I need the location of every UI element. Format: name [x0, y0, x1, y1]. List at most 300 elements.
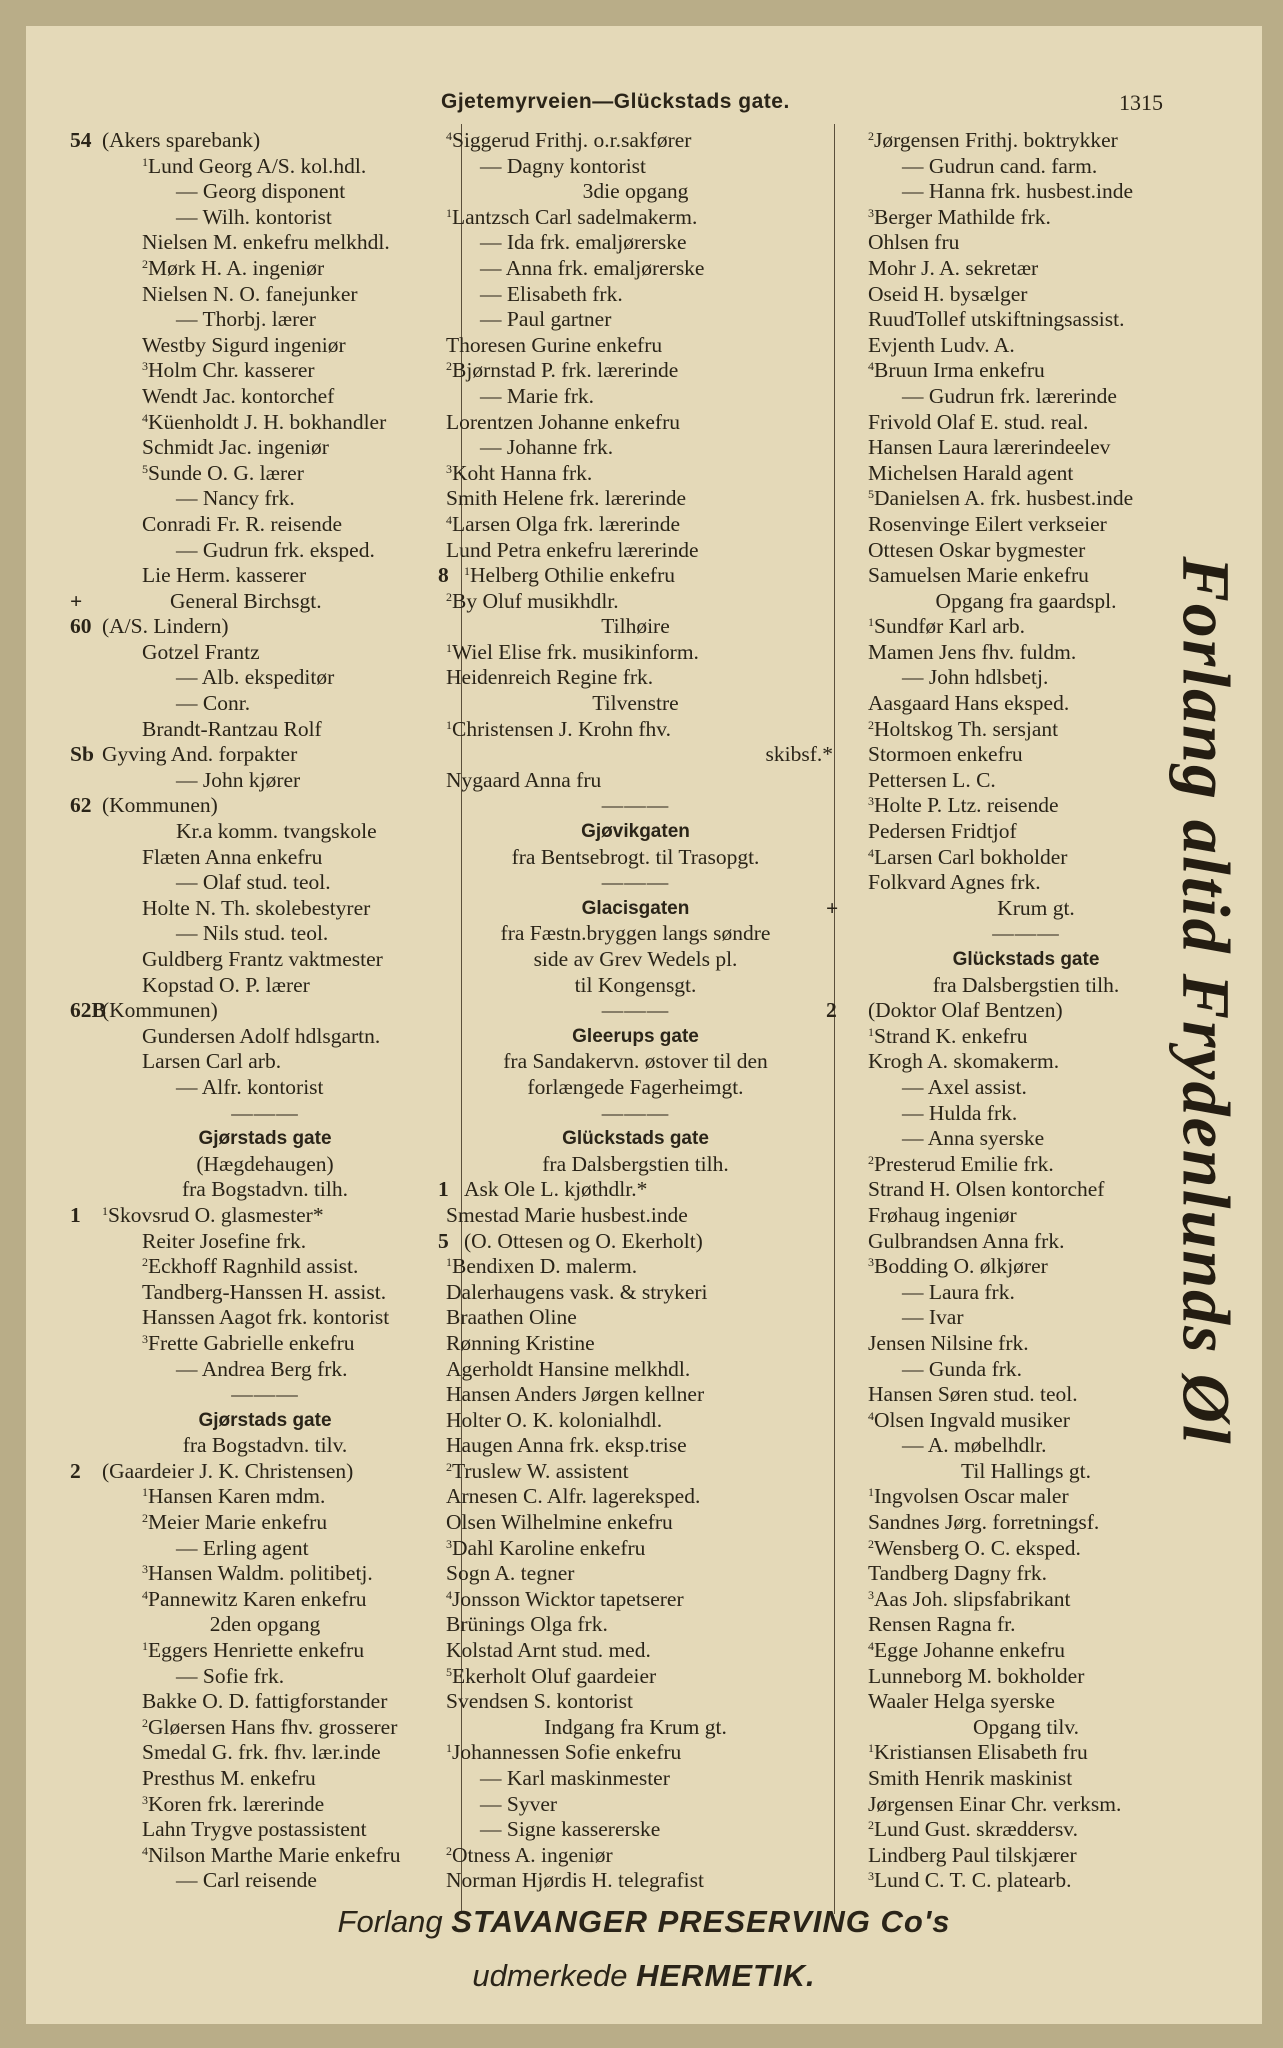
directory-entry	[438, 230, 833, 256]
directory-entry	[70, 538, 460, 564]
entry-text: skibsf.*	[765, 742, 833, 767]
entry-text: $^3$Dahl Karoline enkefru	[446, 1535, 646, 1560]
entry-text: $^2$Eckhoff Ragnhild assist.	[142, 1254, 359, 1279]
entry-text: — Hanna frk. husbest.inde	[902, 179, 1134, 204]
directory-entry	[438, 1766, 833, 1792]
entry-text: Glückstads gate	[952, 949, 1100, 970]
directory-entry	[438, 563, 833, 589]
entry-text: Smith Helene frk. lærerinde	[446, 486, 687, 511]
directory-entry	[70, 1740, 460, 1766]
entry-text: $^2$By Oluf musikhdlr.	[446, 588, 619, 613]
directory-entry	[826, 307, 1226, 333]
entry-text: Smith Henrik maskinist	[868, 1766, 1073, 1790]
house-number: +	[826, 895, 839, 920]
entry-text: Tandberg-Hanssen H. assist.	[142, 1279, 387, 1304]
directory-entry	[826, 358, 1226, 384]
section-divider	[70, 1382, 460, 1408]
entry-text: Olsen Wilhelmine enkefru	[446, 1510, 673, 1535]
entry-text: Gundersen Adolf hdlsgartn.	[142, 1023, 381, 1048]
directory-entry	[826, 154, 1226, 180]
directory-entry	[70, 1484, 460, 1510]
directory-entry	[438, 1792, 833, 1818]
entry-text: fra Dalsbergstien tilh.	[932, 972, 1120, 997]
directory-entry	[438, 1203, 833, 1229]
directory-entry	[438, 1868, 833, 1894]
entry-text: Westby Sigurd ingeniør	[142, 332, 346, 357]
directory-entry	[70, 128, 460, 154]
entry-text: $^4$Larsen Olga frk. lærerinde	[446, 511, 681, 536]
entry-text: Lie Herm. kasserer	[142, 563, 307, 588]
directory-entry	[70, 1280, 460, 1306]
entry-text: Arnesen C. Alfr. lagereksped.	[446, 1484, 701, 1509]
entry-text: — Syver	[480, 1791, 558, 1816]
directory-entry	[438, 1612, 833, 1638]
directory-entry	[70, 1177, 460, 1203]
entry-text: ———	[601, 998, 670, 1023]
entry-text: $^5$Sunde O. G. lærer	[142, 460, 304, 485]
directory-entry	[70, 1561, 460, 1587]
directory-entry	[438, 1305, 833, 1331]
entry-text: Lindberg Paul tilskjærer	[868, 1842, 1077, 1867]
entry-text: Ottesen Oskar bygmester	[868, 537, 1086, 562]
entry-text: Jensen Nilsine frk.	[868, 1330, 1029, 1355]
entry-text: $^1$Skovsrud O. glasmester*	[102, 1202, 324, 1227]
entry-text: ———	[231, 1382, 299, 1407]
directory-entry	[70, 998, 460, 1024]
entry-text: — Anna syerske	[902, 1126, 1045, 1151]
directory-entry	[826, 179, 1226, 205]
ad-product: HERMETIK.	[636, 1958, 816, 1993]
directory-entry	[826, 256, 1226, 282]
entry-text: Kopstad O. P. lærer	[142, 972, 310, 997]
directory-entry	[438, 1075, 833, 1101]
entry-text: RuudTollef utskiftningsassist.	[868, 307, 1125, 332]
directory-entry	[438, 1561, 833, 1587]
directory-entry	[438, 1843, 833, 1869]
street-heading	[70, 1126, 460, 1152]
entry-text: — Conr.	[176, 691, 251, 716]
directory-entry	[438, 691, 833, 717]
directory-entry	[438, 1587, 833, 1613]
entry-text: — Gudrun frk. eksped.	[176, 537, 375, 562]
directory-entry	[438, 665, 833, 691]
entry-text: $^3$Berger Mathilde frk.	[868, 204, 1051, 229]
directory-entry	[70, 614, 460, 640]
directory-entry	[70, 384, 460, 410]
directory-entry	[438, 282, 833, 308]
entry-text: fra Bogstadvn. tilv.	[182, 1433, 348, 1458]
entry-text: Conradi Fr. R. reisende	[142, 511, 343, 536]
directory-entry	[438, 589, 833, 615]
entry-text: Ask Ole L. kjøthdlr.*	[464, 1177, 648, 1202]
entry-text: $^4$Larsen Carl bokholder	[868, 844, 1068, 869]
directory-entry	[438, 1049, 833, 1075]
entry-text: Gotzel Frantz	[142, 639, 260, 664]
directory-entry	[70, 563, 460, 589]
entry-text: — Laura frk.	[902, 1279, 1015, 1304]
house-number: 1	[438, 1177, 449, 1202]
directory-entry	[438, 1433, 833, 1459]
entry-text: Larsen Carl arb.	[142, 1049, 282, 1074]
directory-entry	[70, 435, 460, 461]
entry-text: — Nils stud. teol.	[176, 921, 329, 946]
entry-text: $^3$Bodding O. ølkjører	[868, 1254, 1048, 1279]
directory-entry	[438, 1817, 833, 1843]
entry-text: ———	[601, 793, 670, 818]
entry-text: $^1$Hansen Karen mdm.	[142, 1484, 326, 1509]
directory-entry	[438, 742, 833, 768]
entry-text: Norman Hjørdis H. telegrafist	[446, 1868, 704, 1893]
column-2	[438, 128, 833, 1894]
directory-entry	[826, 1868, 1226, 1894]
directory-entry	[438, 205, 833, 231]
directory-entry	[70, 512, 460, 538]
entry-text: $^3$Holte P. Ltz. reisende	[868, 793, 1059, 818]
entry-text: $^2$Presterud Emilie frk.	[868, 1151, 1054, 1176]
entry-text: — John kjører	[176, 767, 301, 792]
street-heading	[438, 1126, 833, 1152]
entry-text: forlængede Fagerheimgt.	[527, 1074, 744, 1099]
directory-entry	[70, 179, 460, 205]
entry-text: $^5$Ekerholt Oluf gaardeier	[446, 1663, 657, 1688]
entry-text: — Wilh. kontorist	[176, 204, 332, 229]
entry-text: Mohr J. A. sekretær	[868, 255, 1039, 280]
directory-entry	[438, 845, 833, 871]
directory-entry	[826, 1561, 1226, 1587]
entry-text: 3die opgang	[582, 179, 689, 204]
entry-text: Waaler Helga syerske	[868, 1689, 1055, 1714]
entry-text: — Elisabeth frk.	[480, 281, 623, 306]
entry-text: (Doktor Olaf Bentzen)	[868, 998, 1063, 1023]
directory-entry	[70, 205, 460, 231]
directory-entry	[70, 921, 460, 947]
entry-text: (Kommunen)	[102, 793, 218, 818]
entry-text: ———	[601, 870, 670, 895]
directory-entry	[70, 307, 460, 333]
entry-text: Holter O. K. kolonialhdl.	[446, 1407, 663, 1432]
directory-entry	[70, 1024, 460, 1050]
entry-text: Samuelsen Marie enkefru	[868, 563, 1089, 588]
directory-entry	[70, 1459, 460, 1485]
entry-text: Smedal G. frk. fhv. lær.inde	[142, 1740, 381, 1765]
directory-entry	[70, 1664, 460, 1690]
directory-entry	[70, 1254, 460, 1280]
entry-text: — Erling agent	[176, 1535, 309, 1560]
entry-text: $^3$Hansen Waldm. politibetj.	[142, 1561, 373, 1586]
entry-text: — Andrea Berg frk.	[176, 1356, 348, 1381]
entry-text: Sandnes Jørg. forretningsf.	[868, 1510, 1100, 1535]
directory-entry	[70, 665, 460, 691]
entry-text: Braathen Oline	[446, 1305, 577, 1330]
house-number: 60	[70, 614, 92, 639]
entry-text: Haugen Anna frk. eksp.trise	[446, 1433, 687, 1458]
entry-text: — Olaf stud. teol.	[176, 870, 331, 895]
entry-text: Gjøvikgaten	[581, 821, 690, 843]
directory-entry	[438, 1331, 833, 1357]
directory-entry	[438, 307, 833, 333]
directory-entry	[70, 1357, 460, 1383]
street-heading	[438, 896, 833, 922]
entry-text: Lund Petra enkefru lærerinde	[446, 537, 699, 562]
directory-entry	[70, 1331, 460, 1357]
directory-entry	[826, 1536, 1226, 1562]
directory-entry	[826, 282, 1226, 308]
entry-text: Frøhaug ingeniør	[868, 1202, 1017, 1227]
entry-text: Ohlsen fru	[868, 230, 960, 255]
entry-text: $^1$Strand K. enkefru	[868, 1023, 1028, 1048]
directory-entry	[70, 282, 460, 308]
entry-text: $^1$Lund Georg A/S. kol.hdl.	[142, 153, 367, 178]
directory-entry	[70, 896, 460, 922]
entry-text: Bakke O. D. fattigforstander	[142, 1689, 388, 1714]
directory-entry	[70, 486, 460, 512]
house-number: +	[70, 588, 83, 613]
entry-text: fra Bentsebrogt. til Trasopgt.	[511, 844, 760, 869]
entry-text: — Axel assist.	[902, 1074, 1027, 1099]
entry-text: Stormoen enkefru	[868, 742, 1023, 767]
directory-entry	[438, 1536, 833, 1562]
directory-entry	[70, 1433, 460, 1459]
directory-entry	[70, 1843, 460, 1869]
street-heading	[438, 1024, 833, 1050]
entry-text: ———	[601, 1100, 670, 1125]
entry-text: Hansen Søren stud. teol.	[868, 1382, 1078, 1407]
directory-entry	[70, 1536, 460, 1562]
directory-entry	[438, 179, 833, 205]
section-divider	[438, 1101, 833, 1127]
entry-text: Tandberg Dagny frk.	[868, 1561, 1048, 1586]
directory-entry	[438, 947, 833, 973]
directory-entry	[438, 538, 833, 564]
directory-entry	[826, 1664, 1226, 1690]
entry-text: $^2$Truslew W. assistent	[446, 1458, 629, 1483]
entry-text: $^1$Helberg Othilie enkefru	[464, 563, 675, 588]
house-number: Sb	[70, 742, 94, 767]
entry-text: $^4$Bruun Irma enkefru	[868, 358, 1045, 383]
directory-entry	[70, 717, 460, 743]
entry-text: $^3$Aas Joh. slipsfabrikant	[868, 1586, 1071, 1611]
directory-entry	[826, 1843, 1226, 1869]
entry-text: Reiter Josefine frk.	[142, 1228, 307, 1253]
directory-entry	[826, 1740, 1226, 1766]
entry-text: Presthus M. enkefru	[142, 1766, 316, 1790]
directory-entry	[70, 154, 460, 180]
directory-entry	[70, 1612, 460, 1638]
directory-entry	[826, 1638, 1226, 1664]
house-number: 2	[70, 1458, 81, 1483]
directory-entry	[826, 461, 1226, 487]
entry-text: (Akers sparebank)	[102, 128, 261, 152]
entry-text: $^1$Lantzsch Carl sadelmakerm.	[446, 204, 698, 229]
directory-entry	[438, 333, 833, 359]
directory-entry	[70, 230, 460, 256]
entry-text: Strand H. Olsen kontorchef	[868, 1177, 1105, 1202]
entry-text: Pettersen L. C.	[868, 767, 996, 792]
entry-text: ———	[231, 1100, 299, 1125]
entry-text: Svendsen S. kontorist	[446, 1689, 633, 1714]
street-heading	[438, 819, 833, 845]
entry-text: fra Sandakervn. østover til den	[503, 1049, 768, 1074]
directory-entry	[438, 461, 833, 487]
section-divider	[438, 793, 833, 819]
entry-text: Lahn Trygve postassistent	[142, 1817, 367, 1842]
entry-text: $^2$Jørgensen Frithj. boktrykker	[868, 128, 1118, 152]
house-number: 54	[70, 128, 92, 152]
directory-entry	[438, 717, 833, 743]
entry-text: Sogn A. tegner	[446, 1561, 575, 1586]
entry-text: Brandt-Rantzau Rolf	[142, 716, 322, 741]
entry-text: Krum gt.	[997, 895, 1075, 920]
directory-entry	[438, 1638, 833, 1664]
entry-text: Agerholdt Hansine melkhdl.	[446, 1356, 691, 1381]
entry-text: — Sofie frk.	[176, 1663, 285, 1688]
directory-entry	[70, 947, 460, 973]
entry-text: Thoresen Gurine enkefru	[446, 332, 663, 357]
entry-text: $^3$Koren frk. lærerinde	[142, 1791, 325, 1816]
house-number: 1	[70, 1202, 81, 1227]
entry-text: 2den opgang	[209, 1612, 321, 1637]
directory-entry	[70, 1049, 460, 1075]
directory-entry	[70, 640, 460, 666]
entry-text: Mamen Jens fhv. fuldm.	[868, 639, 1077, 664]
column-1	[70, 128, 460, 1894]
directory-entry	[438, 1357, 833, 1383]
entry-text: Gulbrandsen Anna frk.	[868, 1228, 1065, 1253]
entry-text: Lunneborg M. bokholder	[868, 1663, 1085, 1688]
directory-entry	[70, 1868, 460, 1894]
directory-page	[26, 26, 1262, 2024]
entry-text: $^4$Egge Johanne enkefru	[868, 1638, 1066, 1663]
entry-text: side av Grev Wedels pl.	[533, 947, 738, 971]
directory-entry	[70, 1587, 460, 1613]
entry-text: — Alb. ekspeditør	[176, 665, 335, 690]
entry-text: $^1$Wiel Elise frk. musikinform.	[446, 639, 699, 664]
entry-text: $^2$Gløersen Hans fhv. grosserer	[142, 1714, 398, 1739]
directory-entry	[70, 1075, 460, 1101]
directory-entry	[70, 1715, 460, 1741]
directory-entry	[70, 768, 460, 794]
entry-text: $^2$Otness A. ingeniør	[446, 1842, 613, 1867]
ad-brand: STAVANGER PRESERVING Co's	[451, 1904, 951, 1939]
directory-entry	[70, 691, 460, 717]
directory-entry	[826, 205, 1226, 231]
directory-entry	[438, 1459, 833, 1485]
running-head: Gjetemyrveien—Glückstads gate.	[441, 90, 790, 113]
entry-text: $^4$Olsen Ingvald musiker	[868, 1407, 1070, 1432]
directory-entry	[438, 614, 833, 640]
entry-text: — Ivar	[902, 1305, 964, 1330]
entry-text: fra Fæstn.bryggen langs søndre	[500, 921, 771, 946]
directory-entry	[826, 230, 1226, 256]
entry-text: Jørgensen Einar Chr. verksm.	[868, 1791, 1122, 1816]
entry-text: $^2$Mørk H. A. ingeniør	[142, 255, 325, 280]
page-number: 1315	[1119, 90, 1163, 115]
entry-text: — Gudrun frk. lærerinde	[902, 383, 1117, 408]
entry-text: Krogh A. skomakerm.	[868, 1049, 1060, 1074]
entry-text: General Birchsgt.	[170, 588, 322, 613]
entry-text: — Johanne frk.	[480, 435, 614, 460]
section-divider	[438, 998, 833, 1024]
entry-text: $^4$Nilson Marthe Marie enkefru	[142, 1842, 401, 1867]
entry-text: $^2$Holtskog Th. sersjant	[868, 716, 1059, 741]
directory-entry	[438, 1510, 833, 1536]
directory-entry	[438, 1740, 833, 1766]
ad-word: Forlang	[337, 1904, 443, 1939]
directory-entry	[70, 461, 460, 487]
entry-text: $^3$Frette Gabrielle enkefru	[142, 1330, 355, 1355]
entry-text: $^4$Siggerud Frithj. o.r.sakfører	[446, 128, 692, 152]
entry-text: — Ida frk. emaljørerske	[480, 230, 687, 255]
entry-text: Holte N. Th. skolebestyrer	[142, 895, 371, 920]
directory-entry	[70, 973, 460, 999]
entry-text: Schmidt Jac. ingeniør	[142, 435, 329, 460]
entry-text: Gleerups gate	[572, 1025, 699, 1047]
entry-text: — Anna frk. emaljørerske	[480, 255, 705, 280]
directory-entry	[438, 1715, 833, 1741]
house-number: 5	[438, 1228, 449, 1253]
directory-entry	[70, 1792, 460, 1818]
directory-entry	[70, 870, 460, 896]
directory-entry	[438, 973, 833, 999]
entry-text: — John hdlsbetj.	[902, 665, 1049, 690]
directory-entry	[438, 1280, 833, 1306]
directory-entry	[70, 1229, 460, 1255]
directory-entry	[438, 154, 833, 180]
entry-text: $^3$Holm Chr. kasserer	[142, 358, 315, 383]
entry-text: Wendt Jac. kontorchef	[142, 383, 335, 408]
entry-text: — A. møbelhdlr.	[902, 1433, 1047, 1458]
directory-entry	[438, 1382, 833, 1408]
side-ad-text: Forlang altid Frydenlunds Øl	[1168, 556, 1245, 1446]
entry-text: $^2$Bjørnstad P. frk. lærerinde	[446, 358, 679, 383]
directory-entry	[70, 1203, 460, 1229]
entry-text: (Hægdehaugen)	[196, 1151, 334, 1176]
entry-text: (Gaardeier J. K. Christensen)	[102, 1458, 354, 1483]
entry-text: Frivold Olaf E. stud. real.	[868, 409, 1089, 434]
entry-text: $^1$Christensen J. Krohn fhv.	[446, 716, 671, 741]
house-number: 62	[70, 793, 92, 818]
directory-entry	[438, 1152, 833, 1178]
entry-text: Gjørstads gate	[198, 1409, 332, 1431]
entry-text: Gyving And. forpakter	[102, 742, 298, 767]
directory-entry	[438, 1664, 833, 1690]
directory-entry	[438, 640, 833, 666]
directory-entry	[70, 819, 460, 845]
directory-entry	[438, 486, 833, 512]
page-header	[26, 82, 1262, 122]
directory-entry	[70, 1817, 460, 1843]
entry-text: $^4$Küenholdt J. H. bokhandler	[142, 409, 387, 434]
directory-entry	[70, 1305, 460, 1331]
entry-text: Smestad Marie husbest.inde	[446, 1202, 688, 1227]
entry-text: — Karl maskinmester	[480, 1766, 670, 1790]
entry-text: fra Bogstadvn. tilh.	[181, 1177, 348, 1202]
directory-entry	[70, 589, 460, 615]
side-advertisement	[1146, 486, 1266, 1516]
directory-entry	[70, 1510, 460, 1536]
entry-text: $^2$Wensberg O. C. eksped.	[868, 1535, 1081, 1560]
directory-entry	[438, 1484, 833, 1510]
directory-entry	[70, 1152, 460, 1178]
entry-text: Brünings Olga frk.	[446, 1612, 608, 1637]
directory-entry	[826, 1587, 1226, 1613]
entry-text: Glacisgaten	[581, 897, 690, 919]
entry-text: fra Dalsbergstien tilh.	[542, 1151, 729, 1176]
directory-entry	[70, 793, 460, 819]
directory-entry	[438, 1177, 833, 1203]
entry-text: $^1$Johannessen Sofie enkefru	[446, 1740, 682, 1765]
entry-text: Flæten Anna enkefru	[142, 844, 323, 869]
